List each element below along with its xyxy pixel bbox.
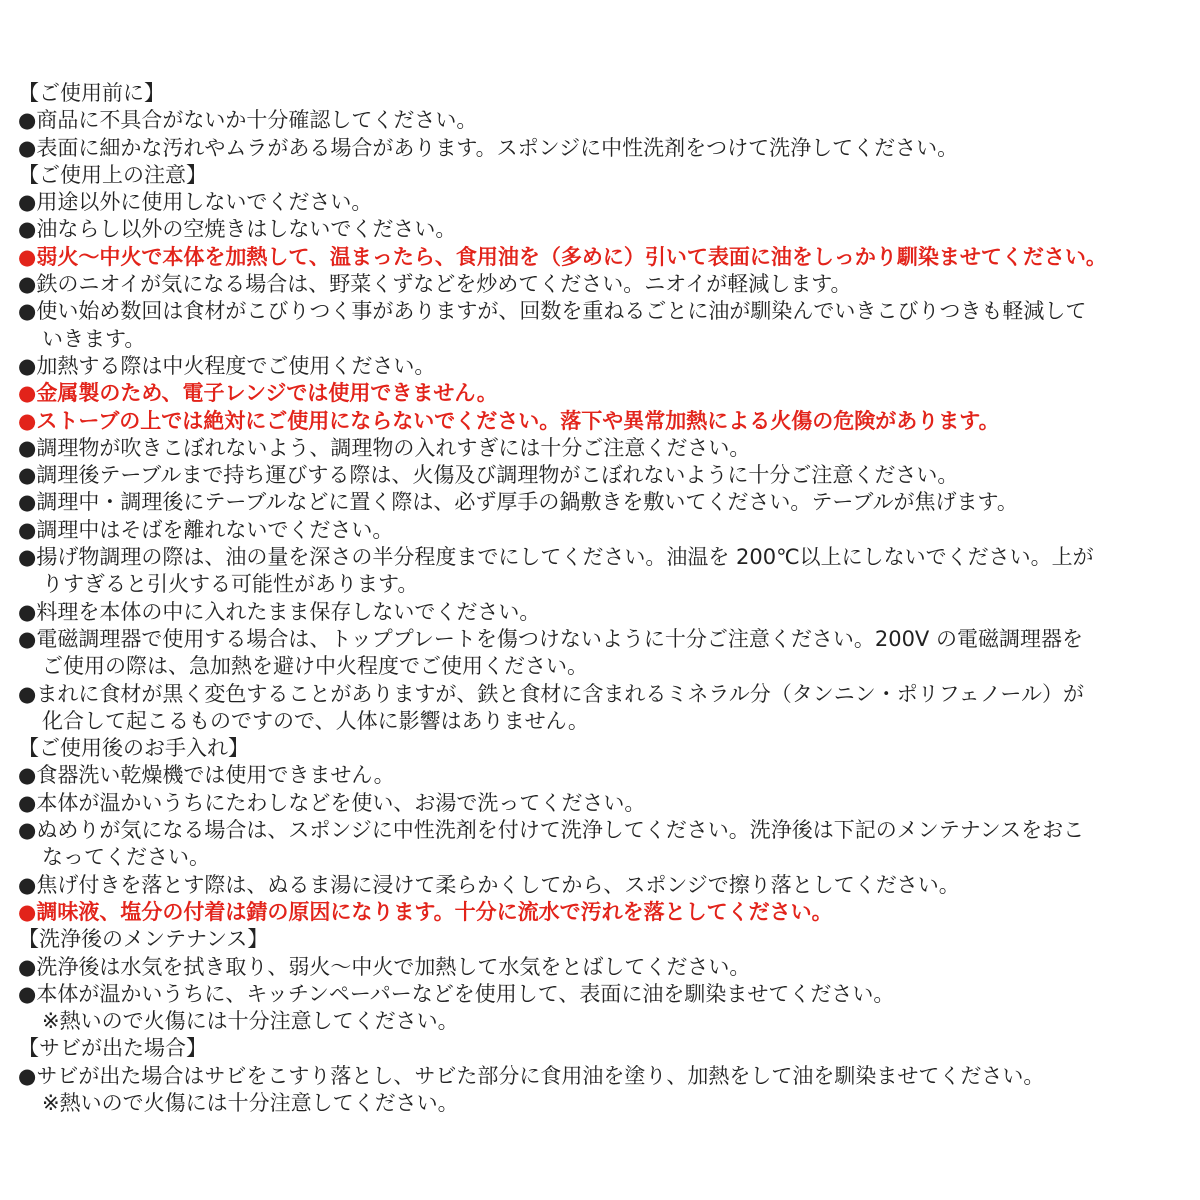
text-line: ●調理中・調理後にテーブルなどに置く際は、必ず厚手の鍋敷きを敷いてください。テーブルが焦げます。 bbox=[18, 490, 1018, 515]
continuation-line: ご使用の際は、急加熱を避け中火程度でご使用ください。 bbox=[42, 654, 588, 679]
text-line: ●表面に細かな汚れやムラがある場合があります。スポンジに中性洗剤をつけて洗浄してください。 bbox=[18, 135, 959, 160]
text-line: ●商品に不具合がないか十分確認してください。 bbox=[18, 108, 478, 133]
section-heading: 【洗浄後のメンテナンス】 bbox=[18, 927, 269, 952]
warning-line: ●金属製のため、電子レンジでは使用できません。 bbox=[18, 381, 498, 406]
continuation-line: 化合して起こるものですので、人体に影響はありません。 bbox=[42, 708, 589, 733]
text-line: ●料理を本体の中に入れたまま保存しないでください。 bbox=[18, 599, 541, 624]
text-line: ●洗浄後は水気を拭き取り、弱火〜中火で加熱して水気をとばしてください。 bbox=[18, 954, 751, 979]
text-line: ●調理中はそばを離れないでください。 bbox=[18, 517, 394, 542]
section-heading: 【ご使用後のお手入れ】 bbox=[18, 736, 249, 761]
text-line: ●本体が温かいうちにたわしなどを使い、お湯で洗ってください。 bbox=[18, 790, 646, 815]
text-line: ●焦げ付きを落とす際は、ぬるま湯に浸けて柔らかくしてから、スポンジで擦り落としてください。 bbox=[18, 872, 960, 897]
section-heading: 【ご使用上の注意】 bbox=[18, 162, 207, 187]
continuation-line: りすぎると引火する可能性があります。 bbox=[42, 572, 419, 597]
note-line: ※熱いので火傷には十分注意してください。 bbox=[42, 1009, 459, 1034]
warning-line: ●弱火〜中火で本体を加熱して、温まったら、食用油を（多めに）引いて表面に油をしっかり馴染ませてください。 bbox=[18, 244, 1107, 269]
text-line: ●用途以外に使用しないでください。 bbox=[18, 190, 373, 215]
text-line: ●ぬめりが気になる場合は、スポンジに中性洗剤を付けて洗浄してください。洗浄後は下記のメンテナンスをおこ bbox=[18, 818, 1085, 843]
continuation-line: いきます。 bbox=[42, 326, 146, 351]
text-line: ●油ならし以外の空焼きはしないでください。 bbox=[18, 217, 457, 242]
text-line: ●調理後テーブルまで持ち運びする際は、火傷及び調理物がこぼれないように十分ご注意ください。 bbox=[18, 463, 959, 488]
text-line: ●サビが出た場合はサビをこすり落とし、サビた部分に食用油を塗り、加熱をして油を馴染ませてください。 bbox=[18, 1063, 1045, 1088]
continuation-line: なってください。 bbox=[42, 845, 210, 870]
text-line: ●本体が温かいうちに、キッチンペーパーなどを使用して、表面に油を馴染ませてください。 bbox=[18, 981, 895, 1006]
warning-line: ●調味液、塩分の付着は錆の原因になります。十分に流水で汚れを落としてください。 bbox=[18, 899, 833, 924]
text-line: ●調理物が吹きこぼれないよう、調理物の入れすぎには十分ご注意ください。 bbox=[18, 435, 751, 460]
warning-line: ●ストーブの上では絶対にご使用にならないでください。落下や異常加熱による火傷の危険があります。 bbox=[18, 408, 1000, 433]
section-heading: 【ご使用前に】 bbox=[18, 81, 165, 105]
text-line: ●まれに食材が黒く変色することがありますが、鉄と食材に含まれるミネラル分（タンニン・ポリフェノール）が bbox=[18, 681, 1085, 706]
text-line: ●電磁調理器で使用する場合は、トッププレートを傷つけないように十分ご注意ください。200V の電磁調理器を bbox=[18, 626, 1083, 651]
instruction-document bbox=[18, 80, 1188, 1117]
section-heading: 【サビが出た場合】 bbox=[18, 1036, 207, 1061]
text-line: ●鉄のニオイが気になる場合は、野菜くずなどを炒めてください。ニオイが軽減します。 bbox=[18, 272, 852, 297]
text-line: ●使い始め数回は食材がこびりつく事がありますが、回数を重ねるごとに油が馴染んでいきこびりつきも軽減して bbox=[18, 299, 1087, 324]
note-line: ※熱いので火傷には十分注意してください。 bbox=[42, 1090, 459, 1115]
text-line: ●食器洗い乾燥機では使用できません。 bbox=[18, 763, 395, 788]
text-line: ●揚げ物調理の際は、油の量を深さの半分程度までにしてください。油温を 200℃以上にしないでください。上が bbox=[18, 545, 1094, 570]
text-line: ●加熱する際は中火程度でご使用ください。 bbox=[18, 353, 436, 378]
